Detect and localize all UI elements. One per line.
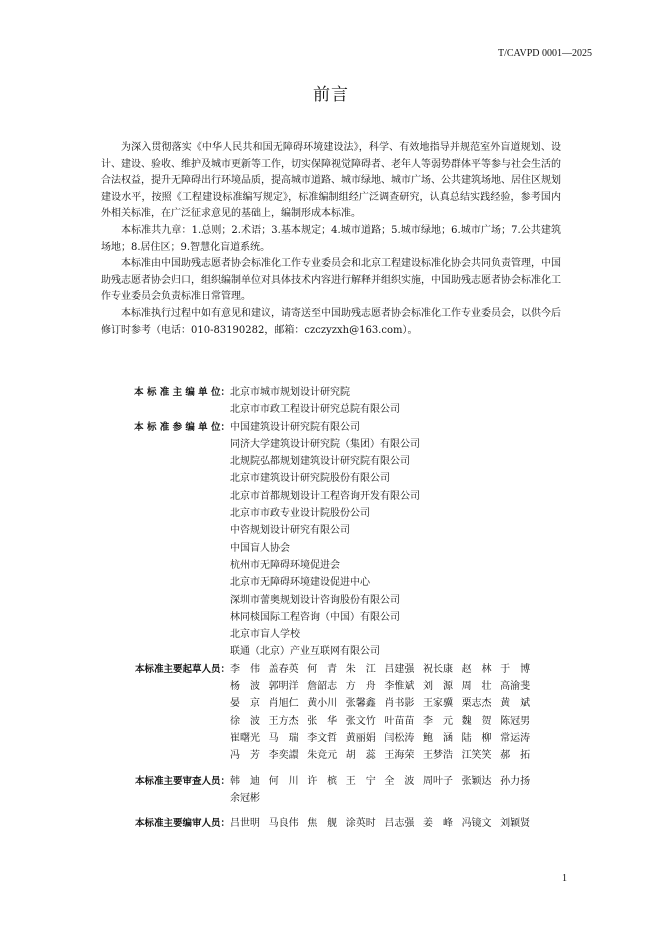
person-name: 朱 江 <box>345 663 376 675</box>
person-name: 赵 林 <box>461 663 492 675</box>
paragraph-purpose: 为深入贯彻落实《中华人民共和国无障碍环境建设法》，科学、有效地指导并规范室外盲道规划、设计、建设、验收、维护及城市更新等工作，切实保障视觉障碍者、老年人等弱势群体平等参与社会生活的合法权益，提升无障碍出行环境品质，提高城市道路、城市绿地、城市广场、公共建筑场地、居住区规划建设水平，按照《工程建设标准编写规定》，标准编制组经广泛调查研究，认真总结实践经验，参考国内外相关标准，在广泛征求意见的基础上，编制形成本标准。 <box>101 142 561 220</box>
person-name: 黄 斌 <box>500 698 531 710</box>
person-name: 郝 拓 <box>500 750 531 762</box>
person-name: 李文哲 <box>307 732 338 744</box>
role-label: 本标准主要编审人员： <box>134 818 230 830</box>
person-name: 王家骥 <box>422 698 453 710</box>
paragraph-feedback: 本标准执行过程中如有意见和建议，请寄送至中国助残志愿者协会标准化工作专业委员会，以供今后修订时参考（电话：010-83190282，邮箱：czczyzxh@163.com）。 <box>101 307 561 336</box>
person-name: 冯 芳 <box>230 750 260 762</box>
reviewers <box>101 773 561 808</box>
person-name: 陆 柳 <box>461 732 492 744</box>
role-label: 本 标 准 参 编 单 位： <box>134 421 230 433</box>
person-name: 焦 舰 <box>307 818 338 830</box>
preface-body <box>101 140 561 339</box>
person-name: 郭明洋 <box>268 681 299 693</box>
person-name: 张颖达 <box>461 775 492 787</box>
person-name: 马 瑞 <box>268 732 299 744</box>
person-name: 王方杰 <box>268 715 299 727</box>
person-name: 吕志强 <box>384 818 415 830</box>
standard-code: T/CAVPD 0001—2025 <box>498 48 592 59</box>
organization-name: 北京市市政工程设计研究总院有限公司 <box>230 404 400 416</box>
person-name: 方 舟 <box>345 681 376 693</box>
person-name: 姜 峰 <box>422 818 453 830</box>
person-name: 刘颖贤 <box>500 818 531 830</box>
person-name: 肖书影 <box>384 698 415 710</box>
person-name: 黄小川 <box>307 698 338 710</box>
person-name: 张文竹 <box>345 715 376 727</box>
person-name: 魏 贺 <box>461 715 492 727</box>
person-name: 王 宁 <box>345 775 376 787</box>
person-name: 徐 波 <box>230 715 260 727</box>
person-name: 盖春英 <box>268 663 299 675</box>
role-label: 本 标 准 主 编 单 位： <box>134 387 230 398</box>
role-label: 本标准主要起草人员： <box>134 663 230 675</box>
person-name: 常运涛 <box>500 732 531 744</box>
drafters <box>101 661 561 765</box>
person-name: 朱竞元 <box>307 750 338 762</box>
person-name: 詹韶志 <box>307 681 338 693</box>
paragraph-management: 本标准由中国助残志愿者协会标准化工作专业委员会和北京工程建设标准化协会共同负责管理，中国助残志愿者协会归口，组织编制单位对具体技术内容进行解释并组织实施，中国助残志愿者协会标准化工作专业委员会负责标准日常管理。 <box>101 258 561 303</box>
person-name: 冯镜文 <box>461 818 492 830</box>
organization-name: 联通（北京）产业互联网有限公司 <box>230 646 380 658</box>
person-name: 高渝斐 <box>500 681 531 693</box>
person-name: 全 波 <box>384 775 415 787</box>
person-name: 余冠彬 <box>230 792 260 804</box>
organization-name: 中国盲人协会 <box>230 542 290 554</box>
person-name: 陈冠男 <box>500 715 531 727</box>
paragraph-chapters: 本标准共九章：1.总则；2.术语；3.基本规定；4.城市道路；5.城市绿地；6.城市广场；7.公共建筑场地；8.居住区；9.智慧化盲道系统。 <box>101 224 561 253</box>
person-name: 栗志杰 <box>461 698 492 710</box>
person-name: 祝长康 <box>422 663 453 675</box>
participating-units <box>101 419 561 661</box>
person-name: 江笑笑 <box>461 750 492 762</box>
person-name: 于 博 <box>500 663 531 675</box>
organization-name: 北京市无障碍环境建设促进中心 <box>230 577 370 589</box>
person-name: 张 华 <box>307 715 338 727</box>
person-name: 周 壮 <box>461 681 492 693</box>
organization-name: 中国建筑设计研究院有限公司 <box>230 421 360 433</box>
organization-name: 林同棪国际工程咨询（中国）有限公司 <box>230 611 400 623</box>
person-name: 韩 迪 <box>230 775 260 787</box>
organization-name: 同济大学建筑设计研究院（集团）有限公司 <box>230 438 420 450</box>
organization-name: 北京市建筑设计研究院股份有限公司 <box>230 473 390 485</box>
person-name: 李奕譞 <box>268 750 299 762</box>
person-name: 王海荣 <box>384 750 415 762</box>
person-name: 崔曙光 <box>230 732 260 744</box>
organization-name: 北京市市政专业设计院股份公司 <box>230 508 370 520</box>
organization-name: 深圳市蕾奥规划设计咨询股份有限公司 <box>230 594 400 606</box>
person-name: 黄丽娟 <box>345 732 376 744</box>
person-name: 何 青 <box>307 663 338 675</box>
person-name: 李惟斌 <box>384 681 415 693</box>
organization-name: 北京市盲人学校 <box>230 629 300 641</box>
person-name: 李 元 <box>422 715 453 727</box>
person-name: 何 川 <box>268 775 299 787</box>
person-name: 吕建强 <box>384 663 415 675</box>
person-name: 鲍 涵 <box>422 732 453 744</box>
person-name: 张馨鑫 <box>345 698 376 710</box>
person-name: 叶苗苗 <box>384 715 415 727</box>
person-name: 吕世明 <box>230 818 260 830</box>
organization-name: 北京市首都规划设计工程咨询开发有限公司 <box>230 490 420 502</box>
person-name: 闫松涛 <box>384 732 415 744</box>
person-name: 涂英时 <box>345 818 376 830</box>
person-name: 王梦浩 <box>422 750 453 762</box>
organization-name: 北京市城市规划设计研究院 <box>230 387 350 398</box>
organization-name: 中咨规划设计研究有限公司 <box>230 525 350 537</box>
person-name: 孙力扬 <box>500 775 531 787</box>
person-name: 肖旭仁 <box>268 698 299 710</box>
editors <box>101 815 561 832</box>
organization-name: 杭州市无障碍环境促进会 <box>230 559 340 571</box>
organization-name: 北规院弘都规划建筑设计研究院有限公司 <box>230 456 410 468</box>
person-name: 许 槟 <box>307 775 338 787</box>
person-name: 李 伟 <box>230 663 260 675</box>
page-title: 前言 <box>313 85 349 105</box>
role-label: 本标准主要审查人员： <box>134 775 230 787</box>
person-name: 胡 蕊 <box>345 750 376 762</box>
person-name: 周叶子 <box>422 775 453 787</box>
person-name: 晏 京 <box>230 698 260 710</box>
chief-editor-units <box>101 384 561 419</box>
contributor-list <box>101 384 561 832</box>
page-number: 1 <box>562 873 567 884</box>
person-name: 杨 波 <box>230 681 260 693</box>
person-name: 马良伟 <box>268 818 299 830</box>
person-name: 刘 源 <box>422 681 453 693</box>
